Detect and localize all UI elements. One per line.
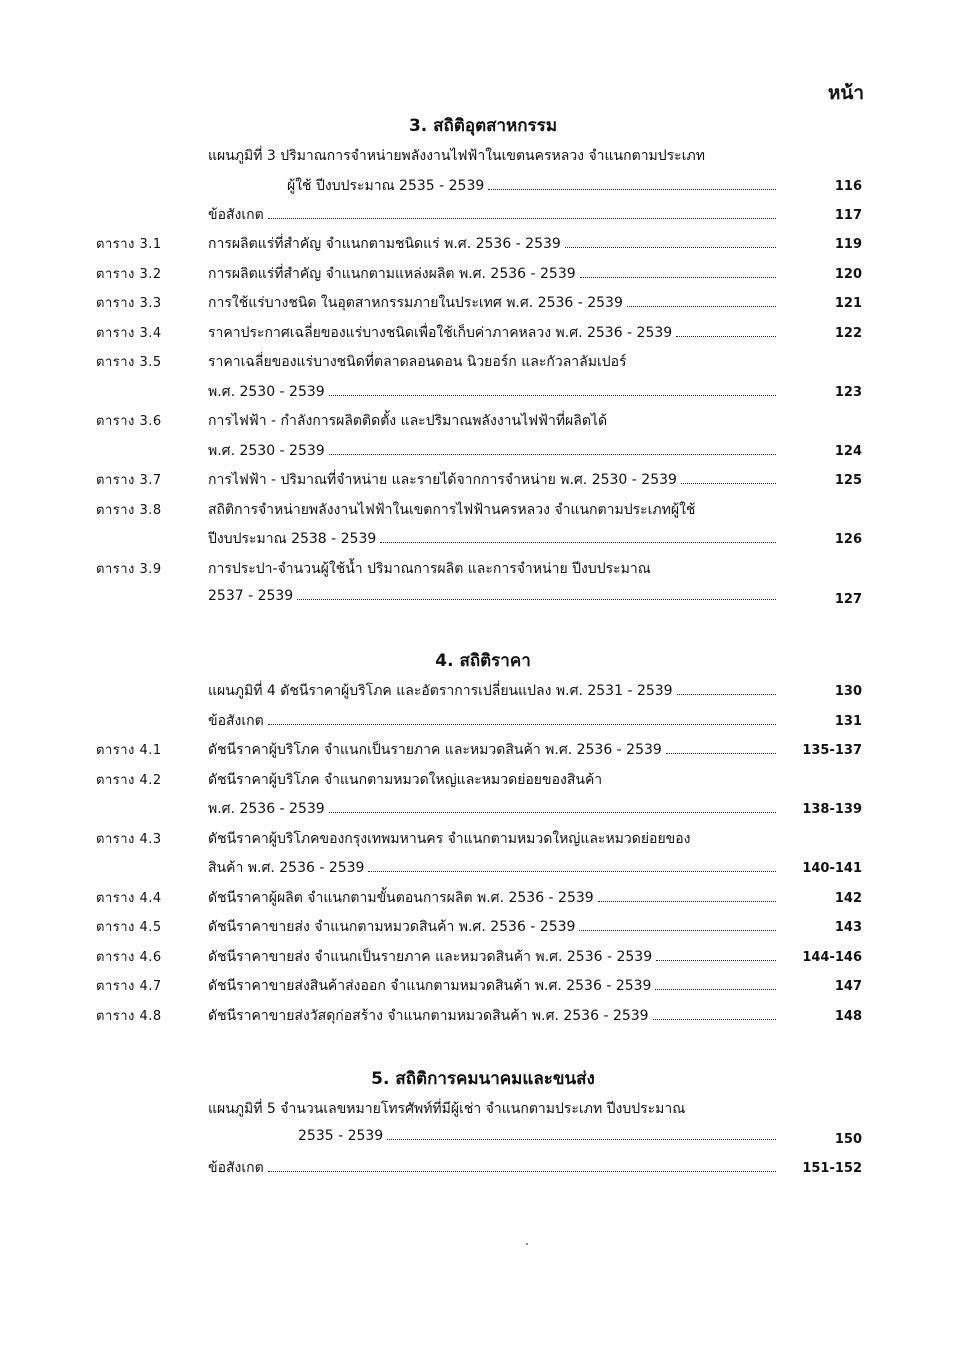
entry-text: ดัชนีราคาผู้บริโภคของกรุงเทพมหานคร จำแนกตามหมวดใหญ่และหมวดย่อยของ	[208, 831, 691, 847]
entry-text: ดัชนีราคาผู้บริโภค จำแนกเป็นรายภาค และหมวดสินค้า พ.ศ. 2536 - 2539	[208, 742, 662, 758]
entry-page: 120	[834, 267, 862, 282]
entry-text: พ.ศ. 2536 - 2539	[208, 801, 325, 817]
entry-text: การใช้แร่บางชนิด ในอุตสาหกรรมภายในประเทศ พ.ศ. 2536 - 2539	[208, 295, 623, 311]
entry-label: ตาราง 4.6	[96, 950, 162, 965]
toc-entry	[0, 436, 966, 464]
entry-label: ตาราง 3.1	[96, 237, 162, 252]
entry-label: ตาราง 3.7	[96, 473, 162, 488]
toc-entry	[0, 1124, 966, 1152]
entry-page: 117	[834, 208, 862, 223]
toc-entry	[0, 765, 966, 793]
toc-entry	[0, 554, 966, 582]
entry-text: ดัชนีราคาผู้ผลิต จำแนกตามขั้นตอนการผลิต พ.ศ. 2536 - 2539	[208, 890, 594, 906]
toc-entry	[0, 706, 966, 734]
entry-text: ราคาเฉลี่ยของแร่บางชนิดที่ตลาดลอนดอน นิวยอร์ก และกัวลาลัมเปอร์	[208, 354, 627, 370]
toc-entry	[0, 259, 966, 287]
entry-text: การผลิตแร่ที่สำคัญ จำแนกตามชนิดแร่ พ.ศ. 2536 - 2539	[208, 236, 561, 252]
entry-label: ตาราง 4.4	[96, 891, 162, 906]
toc-entry	[0, 200, 966, 228]
entry-page: 140-141	[802, 861, 862, 876]
entry-text: ผู้ใช้ ปีงบประมาณ 2535 - 2539	[287, 178, 485, 194]
toc-entry	[0, 971, 966, 999]
toc-entry	[0, 318, 966, 346]
toc-entry	[0, 735, 966, 763]
toc-entry	[0, 524, 966, 552]
entry-text: แผนภูมิที่ 3 ปริมาณการจำหน่ายพลังงานไฟฟ้าในเขตนครหลวง จำแนกตามประเภท	[208, 148, 705, 164]
entry-page: 124	[834, 444, 862, 459]
entry-text: การไฟฟ้า - ปริมาณที่จำหน่าย และรายได้จากการจำหน่าย พ.ศ. 2530 - 2539	[208, 472, 677, 488]
entry-text: การไฟฟ้า - กำลังการผลิตติดตั้ง และปริมาณพลังงานไฟฟ้าที่ผลิตได้	[208, 413, 608, 429]
toc-entry	[0, 824, 966, 852]
toc-entry	[0, 1094, 966, 1122]
section-heading: 3. สถิติอุตสาหกรรม	[408, 116, 558, 136]
entry-text: ดัชนีราคาผู้บริโภค จำแนกตามหมวดใหญ่และหมวดย่อยของสินค้า	[208, 772, 603, 788]
entry-text: ข้อสังเกต	[208, 713, 264, 729]
entry-page: 123	[834, 385, 862, 400]
entry-page: 148	[834, 1009, 862, 1024]
entry-text: ดัชนีราคาขายส่งวัสดุก่อสร้าง จำแนกตามหมวดสินค้า พ.ศ. 2536 - 2539	[208, 1008, 649, 1024]
entry-text: การผลิตแร่ที่สำคัญ จำแนกตามแหล่งผลิต พ.ศ. 2536 - 2539	[208, 266, 576, 282]
entry-text: แผนภูมิที่ 5 จำนวนเลขหมายโทรศัพท์ที่มีผู้เช่า จำแนกตามประเภท ปีงบประมาณ	[208, 1101, 686, 1117]
entry-text: การประปา-จำนวนผู้ใช้น้ำ ปริมาณการผลิต และการจำหน่าย ปีงบประมาณ	[208, 561, 651, 577]
entry-text: แผนภูมิที่ 4 ดัชนีราคาผู้บริโภค และอัตราการเปลี่ยนแปลง พ.ศ. 2531 - 2539	[208, 683, 673, 699]
entry-label: ตาราง 3.6	[96, 414, 162, 429]
toc-entry	[0, 141, 966, 169]
entry-page: 144-146	[802, 950, 862, 965]
entry-page: 122	[834, 326, 862, 341]
entry-label: ตาราง 3.3	[96, 296, 162, 311]
entry-page: 150	[834, 1132, 862, 1147]
entry-text: 2535 - 2539	[298, 1128, 384, 1144]
entry-label: ตาราง 4.8	[96, 1009, 162, 1024]
entry-text: สินค้า พ.ศ. 2536 - 2539	[208, 860, 365, 876]
entry-page: 125	[834, 473, 862, 488]
entry-text: ข้อสังเกต	[208, 1160, 264, 1176]
entry-label: ตาราง 3.4	[96, 326, 162, 341]
entry-page: 131	[834, 714, 862, 729]
entry-label: ตาราง 3.5	[96, 355, 162, 370]
entry-text: ดัชนีราคาขายส่งสินค้าส่งออก จำแนกตามหมวดสินค้า พ.ศ. 2536 - 2539	[208, 978, 652, 994]
toc-entry	[0, 377, 966, 405]
toc-entry	[0, 288, 966, 316]
toc-entry	[0, 883, 966, 911]
toc-entry	[0, 495, 966, 523]
toc-entry	[0, 853, 966, 881]
entry-label: ตาราง 4.3	[96, 832, 162, 847]
toc-entry	[0, 1001, 966, 1029]
entry-text: สถิติการจำหน่ายพลังงานไฟฟ้าในเขตการไฟฟ้านครหลวง จำแนกตามประเภทผู้ใช้	[208, 502, 696, 518]
scan-speck	[526, 1243, 528, 1245]
toc-entry	[0, 171, 966, 199]
toc-entry	[0, 676, 966, 704]
entry-label: ตาราง 3.2	[96, 267, 162, 282]
entry-page: 116	[834, 179, 862, 194]
entry-page: 130	[834, 684, 862, 699]
entry-page: 121	[834, 296, 862, 311]
page-label: หน้า	[827, 82, 864, 104]
entry-page: 135-137	[802, 743, 862, 758]
toc-entry	[0, 347, 966, 375]
entry-page: 138-139	[802, 802, 862, 817]
entry-text: ข้อสังเกต	[208, 207, 264, 223]
entry-text: พ.ศ. 2530 - 2539	[208, 443, 325, 459]
entry-label: ตาราง 4.2	[96, 773, 162, 788]
entry-page: 143	[834, 920, 862, 935]
entry-label: ตาราง 3.8	[96, 503, 162, 518]
entry-text: ดัชนีราคาขายส่ง จำแนกเป็นรายภาค และหมวดสินค้า พ.ศ. 2536 - 2539	[208, 949, 653, 965]
toc-entry	[0, 584, 966, 612]
toc-entry	[0, 229, 966, 257]
toc-entry	[0, 912, 966, 940]
entry-page: 147	[834, 979, 862, 994]
entry-label: ตาราง 3.9	[96, 562, 162, 577]
entry-text: 2537 - 2539	[208, 588, 294, 604]
entry-page: 151-152	[802, 1161, 862, 1176]
entry-text: ดัชนีราคาขายส่ง จำแนกตามหมวดสินค้า พ.ศ. 2536 - 2539	[208, 919, 576, 935]
section-heading: 5. สถิติการคมนาคมและขนส่ง	[371, 1069, 595, 1089]
entry-page: 119	[834, 237, 862, 252]
toc-entry	[0, 942, 966, 970]
entry-label: ตาราง 4.1	[96, 743, 162, 758]
toc-entry	[0, 794, 966, 822]
entry-page: 126	[834, 532, 862, 547]
entry-text: ปีงบประมาณ 2538 - 2539	[208, 531, 377, 547]
entry-text: พ.ศ. 2530 - 2539	[208, 384, 325, 400]
toc-entry	[0, 1153, 966, 1181]
entry-label: ตาราง 4.7	[96, 979, 162, 994]
toc-entry	[0, 465, 966, 493]
section-heading: 4. สถิติราคา	[435, 651, 531, 671]
entry-page: 127	[834, 592, 862, 607]
entry-label: ตาราง 4.5	[96, 920, 162, 935]
entry-text: ราคาประกาศเฉลี่ยของแร่บางชนิดเพื่อใช้เก็บค่าภาคหลวง พ.ศ. 2536 - 2539	[208, 325, 673, 341]
toc-entry	[0, 406, 966, 434]
entry-page: 142	[834, 891, 862, 906]
